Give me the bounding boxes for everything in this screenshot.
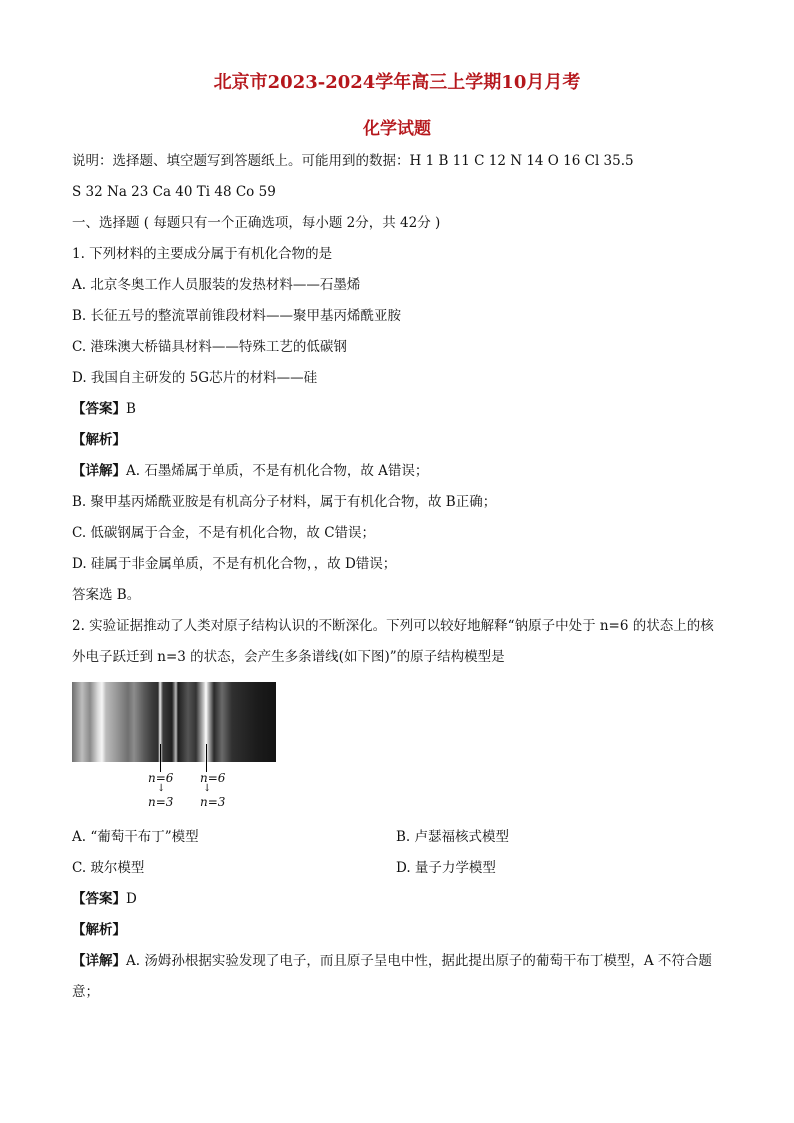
- down-arrow-icon: ↓: [203, 783, 212, 794]
- q1-option-b: B. 长征五号的整流罩前锥段材料——聚甲基丙烯酰亚胺: [72, 308, 402, 324]
- q1-analysis-tag: 【解析】: [72, 432, 126, 448]
- section-heading: 一、选择题 ( 每题只有一个正确选项，每小题 2分，共 42分 ): [72, 215, 441, 231]
- upper-level-label-left: n=6: [148, 771, 174, 785]
- q1-option-a: A. 北京冬奥工作人员服装的发热材料——石墨烯: [72, 277, 361, 293]
- q1-option-c: C. 港珠澳大桥锚具材料——特殊工艺的低碳钢: [72, 339, 347, 355]
- transition-line-left: [160, 744, 161, 772]
- upper-level-label-right: n=6: [200, 771, 226, 785]
- spectrum-figure: [72, 682, 276, 810]
- q1-conclusion: 答案选 B。: [72, 587, 141, 603]
- q1-detail-line-1: [72, 461, 428, 481]
- q1-detail-text-1: A. 石墨烯属于单质，不是有机化合物，故 A错误；: [126, 463, 429, 479]
- q1-detail-line-3: C. 低碳钢属于合金，不是有机化合物，故 C错误；: [72, 525, 376, 541]
- q1-option-d: D. 我国自主研发的 5G芯片的材料——硅: [72, 370, 318, 386]
- q2-answer-value: D: [126, 891, 137, 907]
- q2-detail: [72, 946, 724, 1008]
- q2-answer-tag: 【答案】: [72, 891, 126, 907]
- document-title: 北京市2023-2024学年高三上学期10月月考: [213, 72, 581, 93]
- q2-detail-text: A. 汤姆孙根据实验发现了电子，而且原子呈电中性，据此提出原子的葡萄干布丁模型，A 不符合题意；: [72, 953, 712, 1000]
- down-arrow-icon: ↓: [157, 783, 166, 794]
- transition-line-right: [206, 744, 207, 772]
- q1-answer-tag: 【答案】: [72, 401, 126, 417]
- lower-level-label-left: n=3: [148, 795, 174, 809]
- document-subtitle: 化学试题: [363, 119, 431, 139]
- q2-option-c: C. 玻尔模型: [72, 860, 145, 876]
- spectrum-image: [72, 682, 276, 762]
- q2-option-d: D. 量子力学模型: [396, 860, 496, 876]
- intro-line-1: 说明：选择题、填空题写到答题纸上。可能用到的数据：H 1 B 11 C 12 N 14 O 16 Cl 35.5: [72, 153, 634, 169]
- intro-line-2: S 32 Na 23 Ca 40 Ti 48 Co 59: [72, 184, 276, 200]
- q1-answer-value: B: [126, 401, 136, 417]
- q1-stem: 1. 下列材料的主要成分属于有机化合物的是: [72, 246, 333, 262]
- q2-option-a: A. “葡萄干布丁”模型: [72, 829, 199, 845]
- q1-detail-line-2: B. 聚甲基丙烯酰亚胺是有机高分子材料，属于有机化合物，故 B正确；: [72, 494, 497, 510]
- q2-detail-tag: 【详解】: [72, 953, 126, 969]
- q1-detail-line-4: D. 硅属于非金属单质，不是有机化合物，，故 D错误；: [72, 556, 397, 572]
- q2-option-b: B. 卢瑟福核式模型: [396, 829, 510, 845]
- q1-detail-tag: 【详解】: [72, 463, 126, 479]
- q2-analysis-tag: 【解析】: [72, 922, 126, 938]
- q1-answer: [72, 399, 136, 419]
- q2-answer: [72, 889, 137, 909]
- lower-level-label-right: n=3: [200, 795, 226, 809]
- q2-stem: 2. 实验证据推动了人类对原子结构认识的不断深化。下列可以较好地解释“钠原子中处于 n=6 的状态上的核外电子跃迁到 n=3 的状态，会产生多条谱线(如下图)”的原子结构模型是: [72, 618, 714, 665]
